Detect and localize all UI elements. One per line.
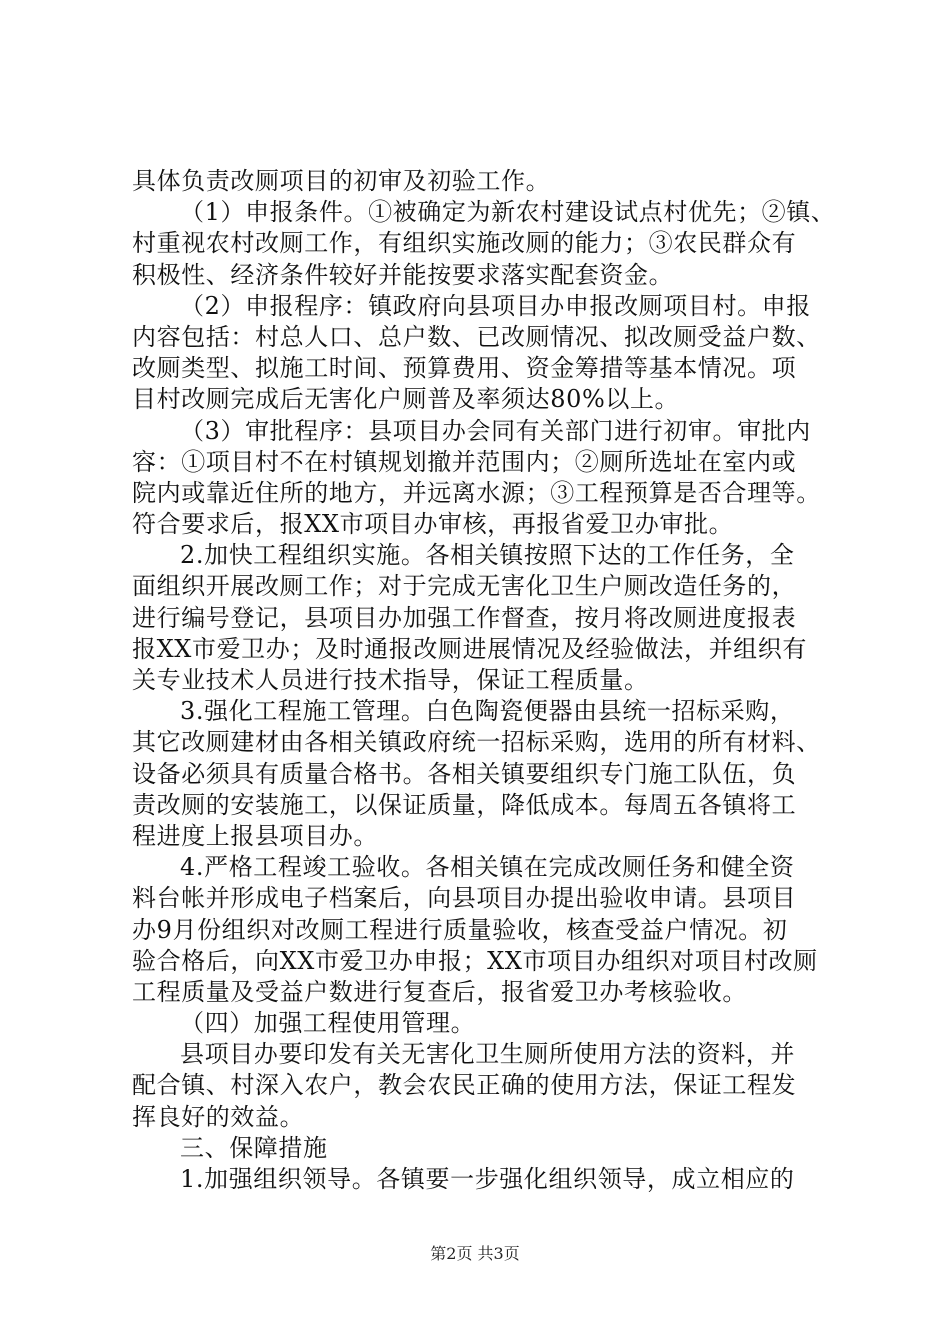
text-line: 挥良好的效益。 — [132, 1102, 305, 1131]
text-line: 村重视农村改厕工作，有组织实施改厕的能力；③农民群众有 — [132, 229, 797, 258]
section-heading: 三、保障措施 — [180, 1133, 328, 1162]
text-line: 改厕类型、拟施工时间、预算费用、资金筹措等基本情况。项 — [132, 354, 797, 383]
section-heading: （四）加强工程使用管理。 — [180, 1009, 476, 1038]
text-line: 其它改厕建材由各相关镇政府统一招标采购，选用的所有材料、 — [132, 728, 821, 757]
text-line: （3）审批程序：县项目办会同有关部门进行初审。审批内 — [180, 416, 811, 445]
text-line: 具体负责改厕项目的初审及初验工作。 — [132, 167, 551, 195]
text-line: 工程质量及受益户数进行复查后，报省爱卫办考核验收。 — [132, 977, 747, 1006]
text-line: （2）申报程序：镇政府向县项目办申报改厕项目村。申报 — [180, 291, 811, 320]
text-line: 配合镇、村深入农户，教会农民正确的使用方法，保证工程发 — [132, 1071, 797, 1100]
text-line: 积极性、经济条件较好并能按要求落实配套资金。 — [132, 260, 674, 289]
text-line: 内容包括：村总人口、总户数、已改厕情况、拟改厕受益户数、 — [132, 322, 821, 351]
text-line: 2.加快工程组织实施。各相关镇按照下达的工作任务，全 — [180, 541, 795, 570]
text-line: 报XX市爱卫办；及时通报改厕进展情况及经验做法，并组织有 — [132, 634, 807, 663]
text-line: 进行编号登记，县项目办加强工作督查，按月将改厕进度报表 — [132, 603, 797, 632]
text-line: 目村改厕完成后无害化户厕普及率须达80%以上。 — [132, 385, 680, 414]
page-number: 第2页 共3页 — [430, 1244, 520, 1263]
text-line: 容：①项目村不在村镇规划撤并范围内；②厕所选址在室内或 — [132, 447, 797, 476]
text-line: 1.加强组织领导。各镇要一步强化组织领导，成立相应的 — [180, 1165, 795, 1193]
text-line: 面组织开展改厕工作；对于完成无害化卫生户厕改造任务的， — [132, 572, 797, 601]
text-line: 设备必须具有质量合格书。各相关镇要组织专门施工队伍，负 — [132, 759, 797, 788]
text-line: 责改厕的安装施工，以保证质量，降低成本。每周五各镇将工 — [132, 790, 797, 819]
text-line: （1）申报条件。①被确定为新农村建设试点村优先；②镇、 — [180, 198, 836, 227]
text-line: 县项目办要印发有关无害化卫生厕所使用方法的资料，并 — [180, 1040, 795, 1069]
text-line: 验合格后，向XX市爱卫办申报；XX市项目办组织对项目村改厕 — [132, 946, 818, 975]
text-line: 关专业技术人员进行技术指导，保证工程质量。 — [132, 666, 649, 694]
document-body — [132, 166, 836, 1195]
text-line: 料台帐并形成电子档案后，向县项目办提出验收申请。县项目 — [132, 884, 797, 913]
text-line: 办9月份组织对改厕工程进行质量验收，核查受益户情况。初 — [132, 915, 788, 944]
page-footer — [0, 1244, 950, 1264]
text-line: 符合要求后，报XX市项目办审核，再报省爱卫办审批。 — [132, 510, 734, 539]
text-line: 程进度上报县项目办。 — [132, 821, 378, 850]
text-line: 院内或靠近住所的地方，并远离水源；③工程预算是否合理等。 — [132, 478, 821, 507]
text-line: 3.强化工程施工管理。白色陶瓷便器由县统一招标采购， — [180, 697, 795, 726]
text-line: 4.严格工程竣工验收。各相关镇在完成改厕任务和健全资 — [180, 853, 795, 882]
